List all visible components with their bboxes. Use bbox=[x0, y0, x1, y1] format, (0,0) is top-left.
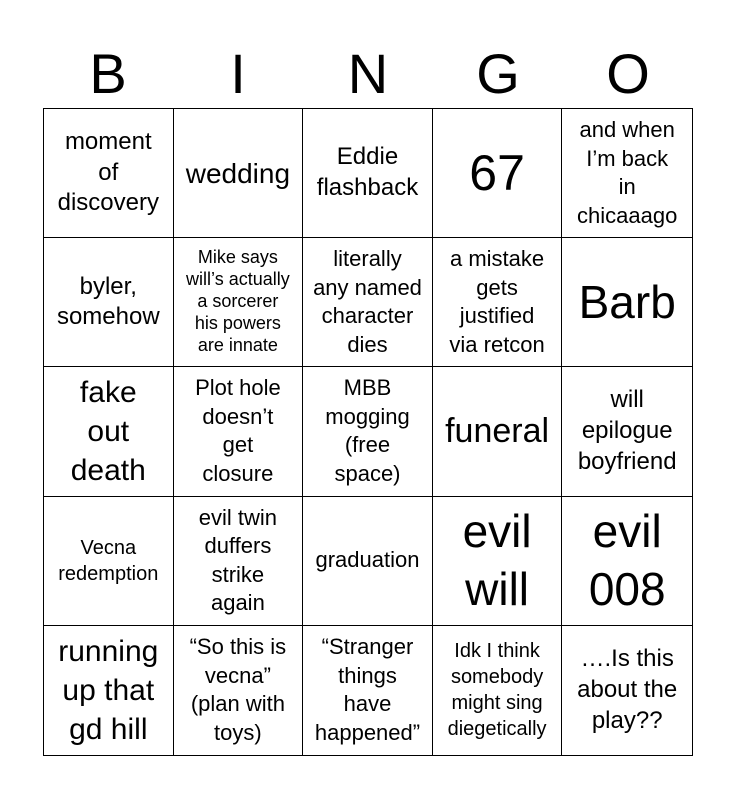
cell-text: evil will bbox=[462, 505, 532, 615]
bingo-cell-r4-c1[interactable] bbox=[44, 497, 174, 626]
bingo-cell-r5-c4[interactable] bbox=[433, 626, 563, 755]
bingo-cell-r2-c4[interactable] bbox=[433, 238, 563, 367]
bingo-cell-r2-c3[interactable] bbox=[303, 238, 433, 367]
bingo-cell-r3-c2[interactable] bbox=[174, 367, 304, 496]
bingo-cell-r1-c3[interactable] bbox=[303, 109, 433, 238]
cell-text: moment of discovery bbox=[57, 128, 159, 217]
cell-text: Eddie flashback bbox=[316, 143, 419, 202]
cell-text: “So this is vecna” (plan with toys) bbox=[189, 634, 287, 745]
header-letter-i: I bbox=[230, 42, 246, 105]
header-letter-b: B bbox=[89, 42, 127, 105]
cell-text: ….Is this about the play?? bbox=[577, 645, 678, 734]
cell-text: and when I’m back in chicaaago bbox=[577, 116, 678, 228]
cell-text: byler, somehow bbox=[56, 272, 160, 331]
bingo-cell-r2-c1[interactable] bbox=[44, 238, 174, 367]
header-letter-o: O bbox=[606, 42, 650, 105]
bingo-cell-r1-c1[interactable] bbox=[44, 109, 174, 238]
bingo-cell-r2-c5[interactable] bbox=[562, 238, 692, 367]
bingo-header bbox=[43, 40, 693, 108]
cell-text: Barb bbox=[578, 275, 676, 328]
bingo-cell-r4-c4[interactable] bbox=[433, 497, 563, 626]
cell-text: a mistake gets justified via retcon bbox=[449, 246, 545, 357]
cell-text: graduation bbox=[315, 547, 420, 573]
cell-text: wedding bbox=[185, 157, 291, 189]
cell-text: literally any named character dies bbox=[313, 246, 422, 357]
cell-text: 67 bbox=[469, 144, 525, 201]
bingo-cell-r5-c3[interactable] bbox=[303, 626, 433, 755]
header-letter-n: N bbox=[347, 42, 389, 105]
cell-text: running up that gd hill bbox=[58, 634, 159, 746]
cell-text: fake out death bbox=[70, 375, 146, 487]
bingo-cell-r1-c4[interactable] bbox=[433, 109, 563, 238]
bingo-cell-r4-c3[interactable] bbox=[303, 497, 433, 626]
cell-text: MBB mogging (free space) bbox=[325, 375, 410, 487]
bingo-cell-r3-c3[interactable] bbox=[303, 367, 433, 496]
bingo-cell-r3-c1[interactable] bbox=[44, 367, 174, 496]
cell-text: will epilogue boyfriend bbox=[577, 386, 677, 475]
cell-text: evil 008 bbox=[588, 505, 666, 615]
bingo-cell-r5-c2[interactable] bbox=[174, 626, 304, 755]
bingo-cell-r5-c1[interactable] bbox=[44, 626, 174, 755]
cell-text: Mike says will’s actually a sorcerer his powers are innate bbox=[186, 247, 290, 356]
bingo-cell-r1-c5[interactable] bbox=[562, 109, 692, 238]
bingo-cell-r3-c5[interactable] bbox=[562, 367, 692, 496]
cell-text: Idk I think somebody might sing diegetically bbox=[447, 640, 547, 741]
bingo-cell-r2-c2[interactable] bbox=[174, 238, 304, 367]
bingo-cell-r5-c5[interactable] bbox=[562, 626, 692, 755]
bingo-cell-r4-c5[interactable] bbox=[562, 497, 692, 626]
bingo-cell-r1-c2[interactable] bbox=[174, 109, 304, 238]
cell-text: Vecna redemption bbox=[58, 536, 159, 585]
cell-text: Plot hole doesn’t get closure bbox=[195, 375, 281, 487]
cell-text: funeral bbox=[445, 412, 550, 451]
bingo-cell-r4-c2[interactable] bbox=[174, 497, 304, 626]
header-letter-g: G bbox=[476, 42, 520, 105]
cell-text: evil twin duffers strike again bbox=[198, 504, 278, 616]
cell-text: “Stranger things have happened” bbox=[314, 634, 421, 745]
bingo-board bbox=[43, 108, 693, 756]
bingo-cell-r3-c4[interactable] bbox=[433, 367, 563, 496]
